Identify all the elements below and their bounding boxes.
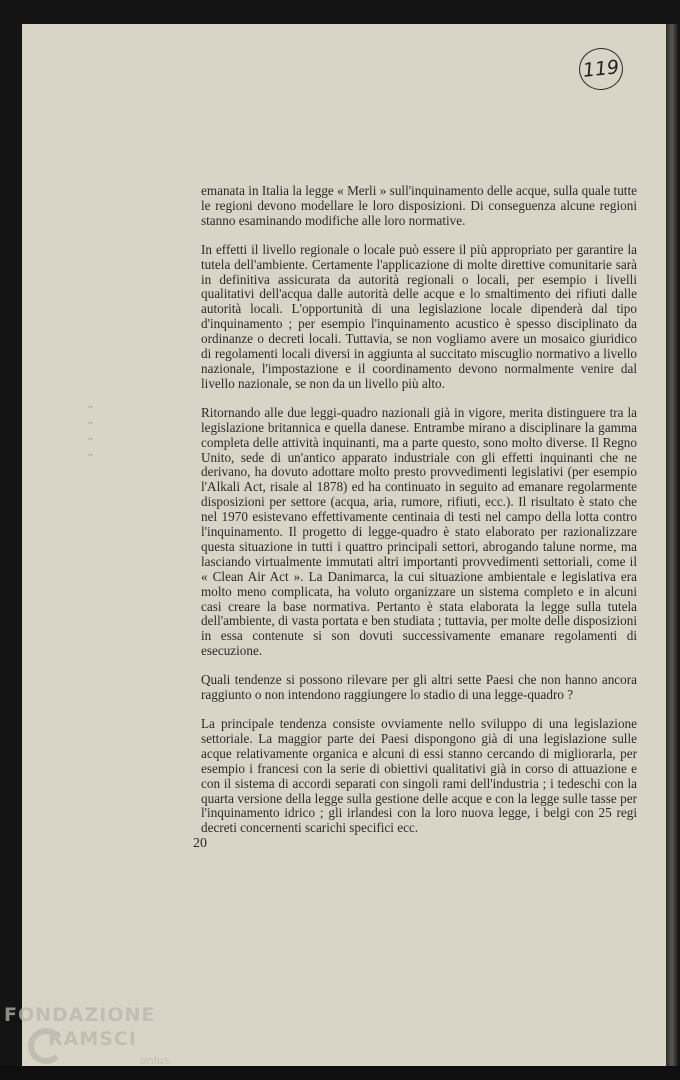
page-number: 20 bbox=[193, 836, 207, 851]
paragraph: emanata in Italia la legge « Merli » sull'inquinamento delle acque, sulla quale tutte le regioni devono modellare le loro disposizioni. Di conseguenza alcune regioni stanno esaminando modifiche alle loro normative. bbox=[201, 183, 637, 228]
margin-mark: ~ bbox=[88, 402, 94, 412]
book-spine-edge bbox=[666, 24, 678, 1066]
watermark-line3: onlus bbox=[140, 1054, 170, 1067]
watermark-line1: FONDAZIONE bbox=[4, 1004, 156, 1026]
paragraph: Ritornando alle due leggi-quadro nazionali già in vigore, merita distinguere tra la legislazione britannica e quella danese. Entrambe mirano a disciplinare la gamma completa delle attività inquinanti, ma a parte questo, sono molto diverse. Il Regno Unito, sede di un'antico apparato industriale con gli effetti inquinanti che ne derivano, ha dovuto adottare molto presto provvedimenti legislativi (per esempio l'Alkali Act, risale al 1878) ed ha continuato in seguito ad emanare regolarmente disposizioni per settore (acqua, aria, rumore, rifiuti, ecc.). Il risultato è stato che nel 1970 esistevano effettivamente centinaia di testi nel campo della lotta contro l'inquinamento. Il progetto di legge-quadro è stato elaborato per razionalizzare questa situazione in tutti i quattro principali settori, abrogando talune norme, ma lasciando virtualmente immutati altri importanti provvedimenti settoriali, come il « Clean Air Act ». La Danimarca, la cui situazione ambientale e legislativa era molto meno complicata, ha voluto organizzare un sistema completo e in alcuni casi creare la base normativa. Pertanto è stata elaborata la legge sulla tutela dell'ambiente, di vasta portata e ben studiata ; tuttavia, per molte delle disposizioni in essa contenute si son dovuti successivamente emanare regolamenti di esecuzione. bbox=[201, 404, 637, 659]
margin-mark: ~ bbox=[88, 434, 94, 444]
paragraph: Quali tendenze si possono rilevare per gli altri sette Paesi che non hanno ancora raggiunto o non intendono raggiungere lo stadio di una legge-quadro ? bbox=[201, 672, 637, 703]
watermark-line2: RAMSCI bbox=[48, 1028, 137, 1050]
margin-marks bbox=[88, 402, 108, 466]
body-text bbox=[201, 184, 637, 850]
margin-mark: ~ bbox=[88, 418, 94, 428]
margin-mark: ~ bbox=[88, 450, 94, 460]
archive-page-stamp: 119 bbox=[577, 46, 625, 92]
paragraph: In effetti il livello regionale o locale può essere il più appropriato per garantire la tutela dell'ambiente. Certamente l'applicazione di molte direttive comunitarie sarà in definitiva assicurata da autorità regionali o locali, per esempio i livelli qualitativi dell'acqua dalle autorità delle acque e lo smaltimento dei rifiuti dalle autorità locali. L'opportunità di una legislazione locale dipenderà dal tipo d'inquinamento ; per esempio l'inquinamento acustico è spesso disciplinato da ordinanze o decreti locali. Tuttavia, se non vogliamo avere un mosaico giuridico di regolamenti locali diversi in aggiunta al succitato miscuglio normativo a livello nazionale, l'impostazione e il coordinamento devono normalmente venire dal livello nazionale, se non da un livello più alto. bbox=[201, 241, 637, 391]
watermark-logo bbox=[4, 1004, 174, 1074]
paragraph: La principale tendenza consiste ovviamente nello sviluppo di una legislazione settoriale. La maggior parte dei Paesi dispongono già di una legislazione sulle acque relativamente organica e alcuni di essi stanno cercando di migliorarla, per esempio i francesi con la serie di obiettivi qualitativi già in corso di attuazione e con il sistema di accordi separati con singoli rami dell'industria ; i tedeschi con la quarta versione della legge sulla gestione delle acque e con la legge sulle tasse per l'inquinamento idrico ; gli irlandesi con la loro nuova legge, i belgi con 25 regi decreti concernenti scarichi specifici ecc. bbox=[201, 716, 637, 836]
watermark-g-icon bbox=[28, 1028, 64, 1064]
